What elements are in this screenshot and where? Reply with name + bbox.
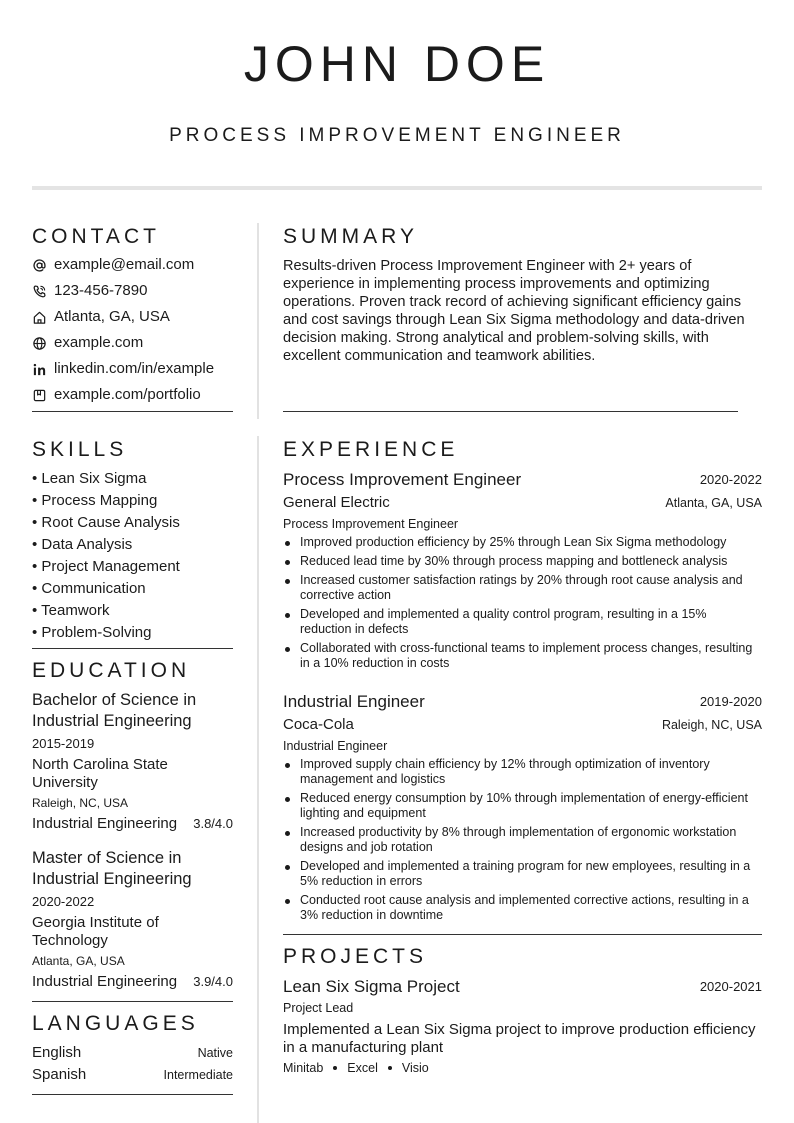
job-bullet: Increased customer satisfaction ratings by 20% through root cause analysis and corrective action (283, 573, 759, 603)
portfolio-icon (32, 388, 47, 403)
project-tool: Visio (401, 1061, 429, 1075)
education-heading: EDUCATION (32, 659, 191, 682)
summary-divider (283, 411, 738, 412)
education-school: Georgia Institute of Technology (32, 914, 159, 949)
language-row (32, 1064, 233, 1086)
job-bullet: Improved production efficiency by 25% through Lean Six Sigma methodology (283, 535, 759, 550)
education-gpa: 3.8/4.0 (193, 816, 233, 831)
job-title-header: PROCESS IMPROVEMENT ENGINEER (169, 125, 625, 146)
education-degree: Bachelor of Science in Industrial Engineering (32, 691, 197, 730)
job-bullets (283, 535, 759, 675)
projects-heading: PROJECTS (283, 945, 428, 968)
experience-heading: EXPERIENCE (283, 438, 459, 461)
job-location: Raleigh, NC, USA (661, 718, 762, 732)
contact-divider (32, 411, 233, 412)
summary-text: Results-driven Process Improvement Engineer with 2+ years of experience in implementing process improvements and optimizing operations. Proven track record of achieving significant efficiency gains and cost savings through Lean Six Sigma methodology and data-driven decision making. Strong analytical and problem-solving skills, with excellent communication and teamwork abilities. (283, 258, 745, 364)
contact-website-text: example.com (54, 334, 144, 351)
job-bullet: Improved supply chain efficiency by 12% through optimization of inventory management and logistics (283, 757, 759, 787)
tool-separator (388, 1066, 392, 1070)
project-role: Project Lead (283, 1001, 354, 1015)
linkedin-icon (32, 362, 47, 377)
candidate-name: JOHN DOE (243, 36, 551, 92)
job-bullet: Conducted root cause analysis and implemented corrective actions, resulting in a 3% reduction in downtime (283, 893, 759, 923)
language-name: English (32, 1044, 82, 1061)
job-title: Industrial Engineer (283, 692, 425, 711)
contact-location-text: Atlanta, GA, USA (54, 308, 170, 325)
job-bullets (283, 757, 759, 927)
job-dates: 2019-2020 (699, 694, 762, 709)
project-description: Implemented a Lean Six Sigma project to improve production efficiency in a manufacturing plant (283, 1021, 756, 1056)
job-bullet: Increased productivity by 8% through implementation of ergonomic workstation designs and job rotation (283, 825, 759, 855)
project-title: Lean Six Sigma Project (283, 977, 460, 996)
column-divider (257, 223, 259, 419)
contact-heading: CONTACT (32, 225, 160, 248)
contact-location (32, 306, 170, 328)
summary-heading: SUMMARY (283, 225, 418, 248)
job-company: General Electric (283, 494, 390, 511)
tool-separator (333, 1066, 337, 1070)
skill-item: • Root Cause Analysis (32, 514, 180, 531)
skills-heading: SKILLS (32, 438, 128, 461)
project-tool: Excel (347, 1061, 378, 1075)
contact-email-text: example@email.com (54, 256, 195, 273)
education-years: 2020-2022 (32, 894, 95, 909)
education-divider (32, 1001, 233, 1002)
skill-item: • Lean Six Sigma (32, 470, 147, 487)
education-field: Industrial Engineering (32, 815, 178, 832)
language-row (32, 1042, 233, 1064)
language-level: Intermediate (163, 1068, 233, 1082)
job-role: Process Improvement Engineer (283, 517, 459, 531)
contact-linkedin-text: linkedin.com/in/example (54, 360, 215, 377)
home-icon (32, 310, 47, 325)
contact-website[interactable] (32, 332, 143, 354)
skills-divider (32, 648, 233, 649)
project-tool: Minitab (283, 1061, 324, 1075)
skill-item: • Process Mapping (32, 492, 158, 509)
globe-icon (32, 336, 47, 351)
languages-heading: LANGUAGES (32, 1012, 199, 1035)
language-name: Spanish (32, 1066, 87, 1083)
at-icon (32, 258, 47, 273)
job-bullet: Collaborated with cross-functional teams to implement process changes, resulting in a 10% reduction in costs (283, 641, 759, 671)
education-field: Industrial Engineering (32, 973, 178, 990)
contact-phone-text: 123-456-7890 (54, 282, 148, 299)
job-role: Industrial Engineer (283, 739, 388, 753)
job-location: Atlanta, GA, USA (665, 496, 762, 510)
experience-divider (283, 934, 762, 935)
education-location: Raleigh, NC, USA (32, 796, 129, 810)
contact-linkedin[interactable] (32, 358, 214, 380)
contact-portfolio[interactable] (32, 384, 201, 406)
job-bullet: Developed and implemented a training program for new employees, resulting in a 5% reduction in errors (283, 859, 759, 889)
job-company: Coca-Cola (283, 716, 354, 733)
job-bullet: Reduced lead time by 30% through process mapping and bottleneck analysis (283, 554, 759, 569)
skill-item: • Data Analysis (32, 536, 133, 553)
education-location: Atlanta, GA, USA (32, 954, 125, 968)
header-divider (32, 186, 762, 190)
project-tools (283, 1059, 429, 1077)
education-school: North Carolina State University (32, 756, 168, 791)
education-field-row (32, 814, 233, 834)
skill-item: • Project Management (32, 558, 180, 575)
language-level: Native (197, 1046, 233, 1060)
skill-item: • Teamwork (32, 602, 110, 619)
contact-phone[interactable] (32, 280, 147, 302)
education-field-row (32, 972, 233, 992)
job-bullet: Developed and implemented a quality control program, resulting in a 15% reduction in defects (283, 607, 759, 637)
education-degree: Master of Science in Industrial Engineering (32, 849, 192, 888)
phone-icon (32, 284, 47, 299)
job-title: Process Improvement Engineer (283, 470, 522, 489)
education-gpa: 3.9/4.0 (193, 974, 233, 989)
job-dates: 2020-2022 (699, 472, 762, 487)
column-divider (257, 436, 259, 1123)
languages-divider (32, 1094, 233, 1095)
job-bullet: Reduced energy consumption by 10% through implementation of energy-efficient lighting and equipment (283, 791, 759, 821)
contact-email[interactable] (32, 254, 194, 276)
project-dates: 2020-2021 (699, 979, 762, 994)
skill-item: • Communication (32, 580, 146, 597)
skill-item: • Problem-Solving (32, 624, 152, 641)
contact-portfolio-text: example.com/portfolio (54, 386, 201, 403)
education-years: 2015-2019 (32, 736, 95, 751)
